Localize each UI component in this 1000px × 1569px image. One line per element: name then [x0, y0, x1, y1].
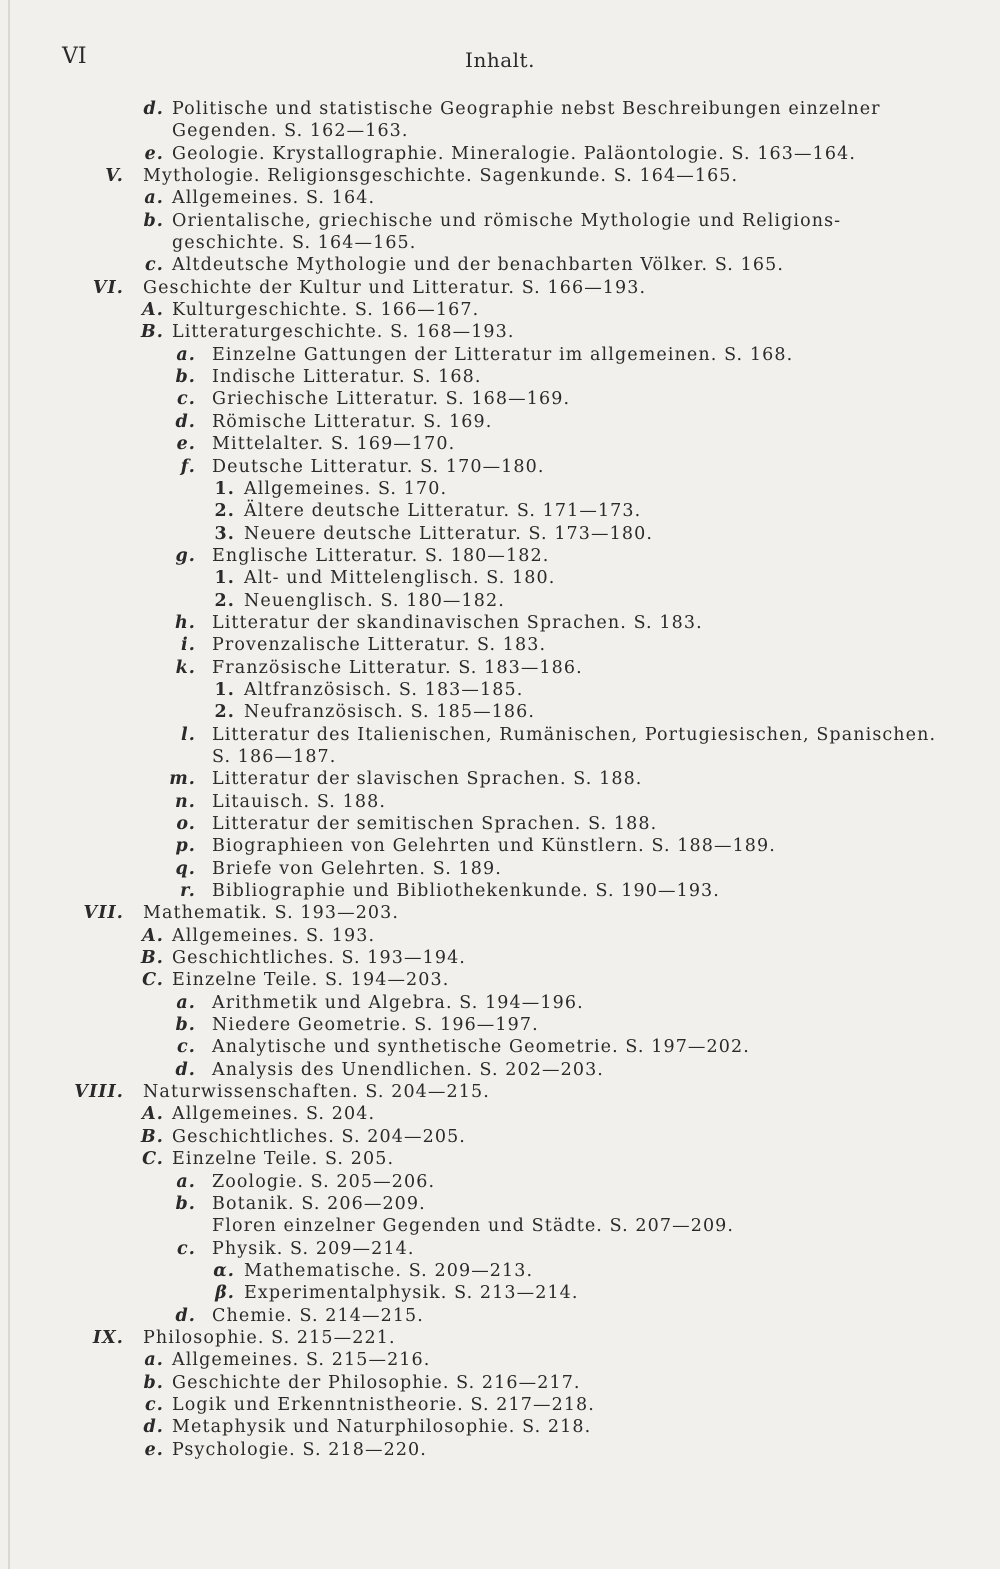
toc-entry: [0, 344, 1000, 366]
toc-entry-text: Physik. S. 209—214.: [212, 1238, 415, 1259]
toc-entry-text: Litteraturgeschichte. S. 168—193.: [172, 322, 515, 343]
toc-entry-text: Deutsche Litteratur. S. 170—180.: [212, 456, 545, 477]
toc-entry: [0, 1059, 1000, 1081]
toc-entry-text: Psychologie. S. 218—220.: [172, 1439, 427, 1460]
toc-entry: [0, 992, 1000, 1014]
toc-entry-text: Briefe von Gelehrten. S. 189.: [212, 858, 502, 879]
toc-entry-text: Litauisch. S. 188.: [212, 791, 386, 812]
toc-entry-label: g.: [175, 545, 196, 566]
toc-entry-label: 2.: [214, 501, 235, 522]
toc-entry-text: Allgemeines. S. 204.: [172, 1104, 376, 1125]
toc-entry: [0, 835, 1000, 857]
toc-entry-label: V.: [105, 166, 124, 187]
toc-entry-label: f.: [180, 456, 196, 477]
toc-entry: [0, 210, 1000, 255]
toc-entry-label: h.: [174, 612, 196, 633]
toc-entry-label: d.: [143, 1417, 164, 1438]
toc-entry-label: VII.: [83, 903, 124, 924]
toc-entry-text: Neuere deutsche Litteratur. S. 173—180.: [244, 523, 653, 544]
toc-entry-label: d.: [175, 1059, 196, 1080]
toc-entry: [0, 634, 1000, 656]
toc-entry: [0, 277, 1000, 299]
table-of-contents: [0, 98, 1000, 1461]
toc-entry: [0, 1014, 1000, 1036]
toc-entry-label: i.: [181, 635, 196, 656]
toc-entry-text: Litteratur des Italienischen, Rumänischen, Portugiesischen, Spanischen.: [212, 724, 937, 745]
toc-entry-label: A.: [142, 300, 164, 321]
toc-entry-label: a.: [144, 1350, 164, 1371]
toc-entry-text: Analytische und synthetische Geometrie. S. 197—202.: [212, 1037, 750, 1058]
toc-entry-text: Floren einzelner Gegenden und Städte. S. 207—209.: [212, 1216, 735, 1237]
toc-entry: [0, 1416, 1000, 1438]
toc-entry-continuation: S. 186—187.: [212, 746, 337, 767]
toc-entry-text: Litteratur der skandinavischen Sprachen. S. 183.: [212, 612, 703, 633]
toc-entry-continuation: geschichte. S. 164—165.: [172, 233, 417, 254]
toc-entry-text: Einzelne Teile. S. 194—203.: [172, 970, 450, 991]
toc-entry-label: 1.: [214, 568, 235, 589]
toc-entry: [0, 902, 1000, 924]
toc-entry-label: e.: [176, 434, 196, 455]
toc-entry-label: a.: [176, 344, 196, 365]
toc-entry-label: c.: [145, 1394, 164, 1415]
toc-entry: [0, 523, 1000, 545]
toc-entry-text: Experimentalphysik. S. 213—214.: [244, 1283, 579, 1304]
toc-entry: [0, 1148, 1000, 1170]
toc-entry: [0, 1372, 1000, 1394]
toc-entry: [0, 1394, 1000, 1416]
toc-entry-text: Geschichte der Kultur und Litteratur. S. 166—193.: [143, 277, 647, 298]
toc-entry-text: Mathematik. S. 193—203.: [143, 903, 400, 924]
toc-entry-label: c.: [145, 255, 164, 276]
toc-entry-text: Kulturgeschichte. S. 166—167.: [172, 300, 480, 321]
toc-entry: [0, 858, 1000, 880]
toc-entry-text: Allgemeines. S. 215—216.: [172, 1350, 431, 1371]
toc-entry: [0, 724, 1000, 769]
toc-entry: [0, 813, 1000, 835]
toc-entry-label: b.: [175, 367, 196, 388]
toc-entry-label: b.: [143, 210, 164, 231]
toc-entry-text: Provenzalische Litteratur. S. 183.: [212, 635, 547, 656]
toc-entry-text: Zoologie. S. 205—206.: [212, 1171, 436, 1192]
toc-entry: [0, 500, 1000, 522]
toc-entry-label: e.: [144, 1439, 164, 1460]
toc-entry: [0, 1036, 1000, 1058]
toc-entry: [0, 969, 1000, 991]
toc-entry-label: p.: [175, 836, 196, 857]
toc-entry-label: IX.: [92, 1327, 124, 1348]
toc-entry-text: Griechische Litteratur. S. 168—169.: [212, 389, 571, 410]
toc-entry-text: Mythologie. Religionsgeschichte. Sagenkunde. S. 164—165.: [143, 166, 739, 187]
toc-entry: [0, 679, 1000, 701]
toc-entry-label: c.: [177, 1037, 196, 1058]
toc-entry-text: Indische Litteratur. S. 168.: [212, 367, 482, 388]
toc-entry-text: Allgemeines. S. 170.: [244, 478, 448, 499]
toc-entry: [0, 143, 1000, 165]
toc-entry-text: Analysis des Unendlichen. S. 202—203.: [212, 1059, 604, 1080]
toc-entry: [0, 1305, 1000, 1327]
toc-entry-label: B.: [140, 948, 164, 969]
toc-entry-text: Ältere deutsche Litteratur. S. 171—173.: [244, 501, 642, 522]
toc-entry: [0, 321, 1000, 343]
toc-entry-text: Geschichte der Philosophie. S. 216—217.: [172, 1372, 581, 1393]
toc-entry-label: q.: [175, 858, 196, 879]
toc-entry: [0, 1126, 1000, 1148]
toc-entry-label: c.: [177, 389, 196, 410]
toc-entry-text: Geschichtliches. S. 204—205.: [172, 1126, 466, 1147]
toc-entry: [0, 366, 1000, 388]
toc-entry-label: β.: [215, 1283, 235, 1304]
toc-entry: [0, 299, 1000, 321]
toc-entry: [0, 411, 1000, 433]
toc-entry: [0, 545, 1000, 567]
toc-entry-label: k.: [175, 657, 196, 678]
toc-entry: [0, 1171, 1000, 1193]
toc-entry-text: Alt- und Mittelenglisch. S. 180.: [244, 568, 556, 589]
toc-entry-text: Neufranzösisch. S. 185—186.: [244, 702, 536, 723]
toc-entry-text: Niedere Geometrie. S. 196—197.: [212, 1015, 539, 1036]
toc-entry: [0, 1238, 1000, 1260]
toc-entry-label: b.: [175, 1015, 196, 1036]
toc-entry-continuation: Gegenden. S. 162—163.: [172, 121, 409, 142]
toc-entry: [0, 590, 1000, 612]
toc-entry-label: b.: [175, 1193, 196, 1214]
toc-entry-label: 2.: [214, 702, 235, 723]
page-number: VI: [62, 44, 87, 69]
toc-entry-text: Geologie. Krystallographie. Mineralogie. Paläontologie. S. 163—164.: [172, 143, 856, 164]
toc-entry: [0, 478, 1000, 500]
toc-entry: [0, 165, 1000, 187]
toc-entry-text: Politische und statistische Geographie nebst Beschreibungen einzelner: [172, 99, 881, 119]
toc-entry: [0, 1439, 1000, 1461]
toc-entry-label: b.: [143, 1372, 164, 1393]
toc-entry-text: Geschichtliches. S. 193—194.: [172, 948, 466, 969]
toc-entry: [0, 1103, 1000, 1125]
toc-entry-text: Bibliographie und Bibliothekenkunde. S. 190—193.: [212, 881, 720, 902]
toc-entry-text: Altfranzösisch. S. 183—185.: [244, 679, 524, 700]
toc-entry: [0, 791, 1000, 813]
toc-entry-text: Orientalische, griechische und römische Mythologie und Religions-: [172, 210, 842, 231]
toc-entry-label: C.: [142, 970, 164, 991]
toc-entry-label: 3.: [214, 523, 235, 544]
toc-entry-label: e.: [144, 143, 164, 164]
toc-entry: [0, 254, 1000, 276]
toc-entry-label: a.: [176, 1171, 196, 1192]
toc-entry-text: Litteratur der slavischen Sprachen. S. 188.: [212, 769, 643, 790]
toc-entry-label: A.: [142, 925, 164, 946]
toc-entry: [0, 925, 1000, 947]
toc-entry: [0, 768, 1000, 790]
toc-entry: [0, 612, 1000, 634]
toc-entry-label: B.: [140, 1126, 164, 1147]
toc-entry: [0, 1081, 1000, 1103]
toc-entry-label: 1.: [214, 679, 235, 700]
toc-entry-text: Philosophie. S. 215—221.: [143, 1327, 396, 1348]
toc-entry-label: 2.: [214, 590, 235, 611]
toc-entry-text: Mittelalter. S. 169—170.: [212, 434, 456, 455]
toc-entry-text: Einzelne Gattungen der Litteratur im allgemeinen. S. 168.: [212, 344, 794, 365]
toc-entry: [0, 657, 1000, 679]
toc-entry-label: VIII.: [74, 1082, 124, 1103]
toc-entry-text: Römische Litteratur. S. 169.: [212, 411, 493, 432]
toc-entry-label: r.: [180, 881, 196, 902]
toc-entry: [0, 433, 1000, 455]
toc-entry-label: n.: [174, 791, 196, 812]
toc-entry: [0, 701, 1000, 723]
toc-entry-text: Litteratur der semitischen Sprachen. S. 188.: [212, 814, 658, 834]
toc-entry: [0, 456, 1000, 478]
toc-entry-label: o.: [176, 814, 196, 834]
toc-entry-label: l.: [181, 724, 196, 745]
toc-entry: [0, 1282, 1000, 1304]
toc-entry-text: Mathematische. S. 209—213.: [244, 1260, 534, 1281]
toc-entry: [0, 1215, 1000, 1237]
toc-entry: [0, 1193, 1000, 1215]
toc-entry: [0, 388, 1000, 410]
toc-entry-text: Altdeutsche Mythologie und der benachbarten Völker. S. 165.: [172, 255, 784, 276]
toc-entry-text: Allgemeines. S. 164.: [172, 188, 376, 209]
toc-entry-text: Englische Litteratur. S. 180—182.: [212, 545, 550, 566]
toc-entry-text: Botanik. S. 206—209.: [212, 1193, 426, 1214]
running-head-title: Inhalt.: [465, 48, 535, 72]
toc-entry-label: α.: [213, 1260, 235, 1281]
toc-entry-text: Metaphysik und Naturphilosophie. S. 218.: [172, 1417, 592, 1438]
toc-entry-label: m.: [169, 769, 196, 790]
toc-entry-text: Naturwissenschaften. S. 204—215.: [143, 1082, 490, 1103]
toc-entry-text: Neuenglisch. S. 180—182.: [244, 590, 505, 611]
toc-entry: [0, 947, 1000, 969]
toc-entry-label: a.: [144, 188, 164, 209]
toc-entry-label: B.: [140, 322, 164, 343]
toc-entry-text: Einzelne Teile. S. 205.: [172, 1149, 395, 1170]
toc-entry-label: A.: [142, 1104, 164, 1125]
toc-entry: [0, 98, 1000, 143]
toc-entry-label: C.: [142, 1149, 164, 1170]
toc-entry-label: c.: [177, 1238, 196, 1259]
toc-entry-label: d.: [175, 411, 196, 432]
toc-entry-label: VI.: [92, 277, 124, 298]
toc-entry-label: d.: [175, 1305, 196, 1326]
toc-entry-text: Arithmetik und Algebra. S. 194—196.: [212, 992, 584, 1013]
toc-entry-label: d.: [143, 99, 164, 119]
toc-entry-label: a.: [176, 992, 196, 1013]
toc-entry: [0, 880, 1000, 902]
toc-entry-text: Französische Litteratur. S. 183—186.: [212, 657, 583, 678]
toc-entry-text: Allgemeines. S. 193.: [172, 925, 376, 946]
toc-entry: [0, 187, 1000, 209]
toc-entry: [0, 1260, 1000, 1282]
toc-entry-text: Biographieen von Gelehrten und Künstlern. S. 188—189.: [212, 836, 776, 857]
toc-entry: [0, 567, 1000, 589]
toc-entry-label: 1.: [214, 478, 235, 499]
toc-entry-text: Logik und Erkenntnistheorie. S. 217—218.: [172, 1394, 595, 1415]
toc-entry: [0, 1327, 1000, 1349]
toc-entry: [0, 1349, 1000, 1371]
toc-entry-text: Chemie. S. 214—215.: [212, 1305, 424, 1326]
